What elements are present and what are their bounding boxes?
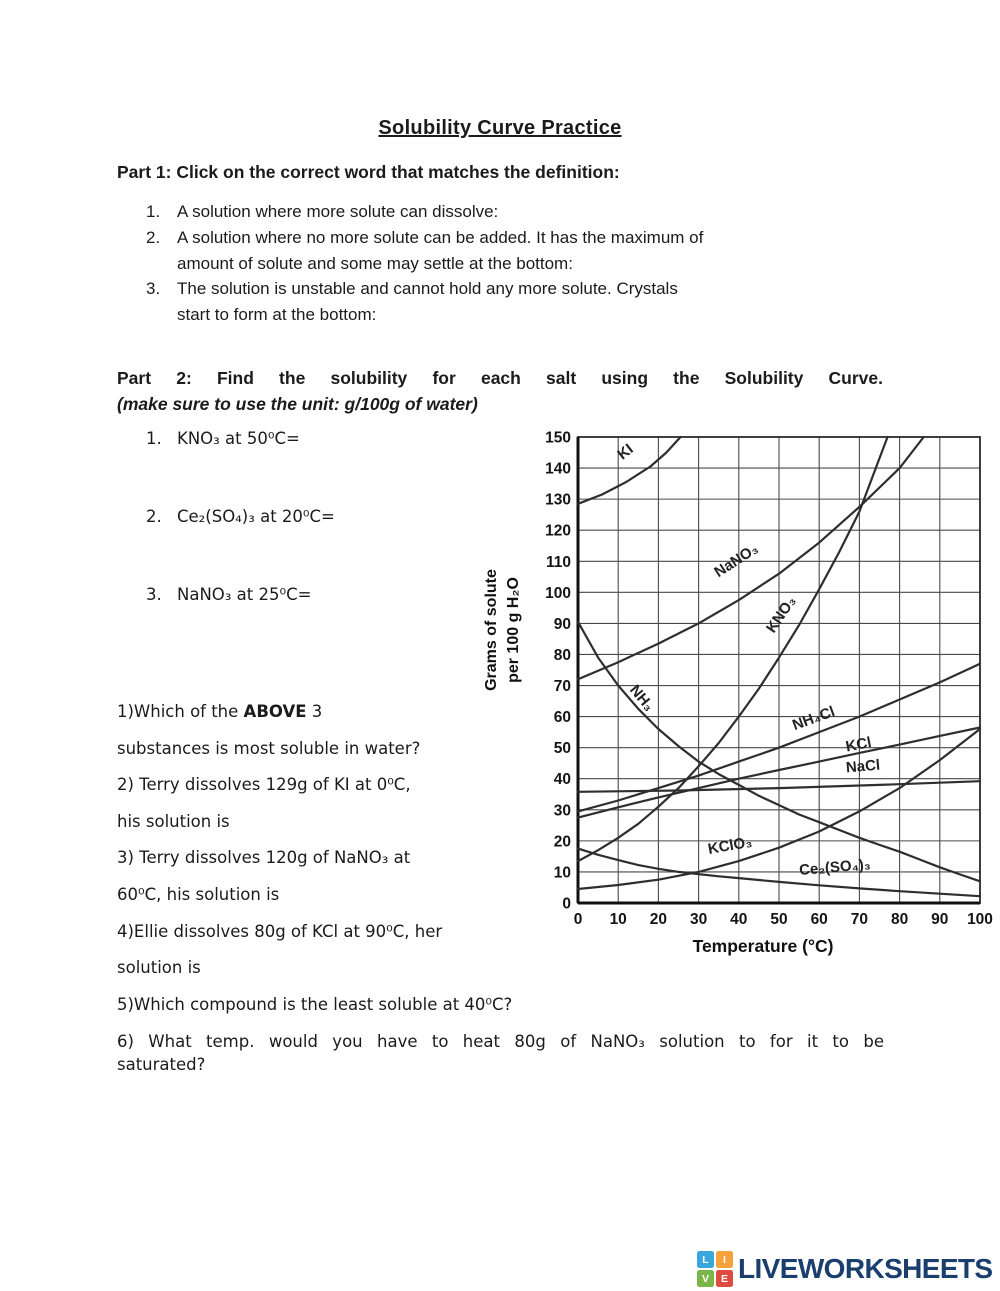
svg-text:KI: KI [614, 440, 637, 464]
svg-text:20: 20 [553, 833, 571, 851]
part1-item-3-text-line1: The solution is unstable and cannot hold any more solute. Crystals [177, 279, 678, 299]
svg-text:30: 30 [689, 911, 708, 928]
svg-text:110: 110 [545, 553, 571, 571]
svg-text:Grams of soluteper 100 g H₂O: Grams of solute per 100 g H₂O [483, 569, 522, 691]
svg-text:80: 80 [553, 646, 571, 664]
svg-text:140: 140 [545, 460, 571, 478]
part1-item-1 [146, 199, 921, 225]
part2-heading-line1: Part 2: Find the solubility for each salt using the Solubility Curve. [117, 368, 883, 388]
part2-item-3 [146, 585, 311, 604]
svg-text:70: 70 [553, 678, 571, 696]
part2-item-2-text: Ce₂(SO₄)₃ at 20⁰C= [177, 507, 335, 526]
svg-text:NaCl: NaCl [845, 756, 881, 777]
part1-item-3-number: 3. [146, 279, 161, 299]
svg-text:40: 40 [730, 911, 748, 928]
part2-item-1 [146, 429, 300, 448]
question-2-line1: 2) Terry dissolves 129g of KI at 0⁰C, [117, 775, 411, 795]
part2-item-2-number: 2. [146, 507, 162, 526]
svg-text:KCl: KCl [844, 733, 873, 756]
svg-text:70: 70 [850, 911, 869, 928]
svg-text:90: 90 [931, 911, 949, 928]
part2-item-2 [146, 507, 335, 526]
question-3-line1: 3) Terry dissolves 120g of NaNO₃ at [117, 848, 411, 868]
svg-text:50: 50 [553, 740, 571, 758]
svg-text:90: 90 [553, 615, 571, 633]
svg-text:NH₄Cl: NH₄Cl [790, 703, 838, 735]
part2-heading [117, 365, 883, 417]
svg-text:130: 130 [545, 491, 571, 509]
svg-text:20: 20 [649, 911, 668, 928]
svg-text:50: 50 [770, 911, 788, 928]
page-title: Solubility Curve Practice [378, 117, 622, 139]
logo-tile-i: I [716, 1251, 733, 1268]
part1-heading: Part 1: Click on the correct word that matches the definition: [117, 162, 620, 182]
svg-text:Ce₂(SO₄)₃: Ce₂(SO₄)₃ [798, 855, 872, 880]
part1-item-3 [146, 276, 921, 328]
logo-tile-v: V [697, 1270, 714, 1287]
part1-item-2-number: 2. [146, 227, 161, 247]
part1-item-2-text-line2: amount of solute and some may settle at the bottom: [177, 253, 573, 273]
part1-item-2 [146, 225, 921, 277]
question-4-line1: 4)Ellie dissolves 80g of KCl at 90⁰C, her [117, 921, 443, 941]
part2-item-3-number: 3. [146, 585, 162, 604]
svg-text:KClO₃: KClO₃ [706, 833, 754, 858]
question-1-line1: 1)Which of the ABOVE 3 [117, 702, 323, 721]
logo-tile-l: L [697, 1251, 714, 1268]
svg-text:KNO₃: KNO₃ [762, 593, 800, 637]
question-2-line2: his solution is [117, 811, 230, 831]
question-1-bold-word: ABOVE [243, 702, 307, 721]
svg-text:120: 120 [545, 522, 571, 540]
question-6-line1: 6) What temp. would you have to heat 80g of NaNO₃ solution to for it to be [117, 1032, 884, 1051]
question-4-line2: solution is [117, 958, 201, 978]
part1-list [146, 199, 921, 328]
question-3-line2: 60⁰C, his solution is [117, 884, 280, 904]
question-1-line2: substances is most soluble in water? [117, 738, 421, 758]
logo-tile-e: E [716, 1270, 733, 1287]
svg-text:10: 10 [553, 864, 571, 882]
question-6 [117, 1030, 884, 1076]
part2-heading-line2: (make sure to use the unit: g/100g of water) [117, 394, 478, 414]
svg-text:40: 40 [553, 771, 571, 789]
svg-text:0: 0 [562, 895, 571, 913]
question-6-line2: saturated? [117, 1055, 206, 1074]
part2-item-1-text: KNO₃ at 50⁰C= [177, 429, 300, 448]
svg-text:100: 100 [967, 911, 993, 928]
part1-item-1-number: 1. [146, 202, 161, 221]
liveworksheets-logo-icon [697, 1251, 733, 1287]
svg-text:80: 80 [890, 911, 909, 928]
svg-text:Temperature (°C): Temperature (°C) [692, 936, 834, 956]
svg-text:10: 10 [609, 911, 627, 928]
svg-text:NH₃: NH₃ [626, 681, 658, 715]
question-5: 5)Which compound is the least soluble at 40⁰C? [117, 995, 513, 1014]
part1-item-1-text: A solution where more solute can dissolve: [177, 202, 499, 221]
svg-text:NaNO₃: NaNO₃ [711, 540, 762, 581]
part2-item-1-number: 1. [146, 429, 162, 448]
liveworksheets-logo[interactable] [697, 1251, 993, 1287]
part2-item-3-text: NaNO₃ at 25⁰C= [177, 585, 312, 604]
liveworksheets-wordmark: LIVEWORKSHEETS [738, 1253, 993, 1284]
svg-text:30: 30 [553, 802, 571, 820]
part1-item-3-text-line2: start to form at the bottom: [177, 305, 377, 325]
svg-text:0: 0 [573, 911, 583, 928]
svg-text:150: 150 [545, 430, 571, 447]
part1-item-2-text-line1: A solution where no more solute can be added. It has the maximum of [177, 227, 704, 247]
svg-text:60: 60 [810, 911, 828, 928]
questions-left-column [117, 694, 579, 987]
svg-text:60: 60 [553, 709, 571, 727]
svg-text:100: 100 [545, 584, 571, 602]
